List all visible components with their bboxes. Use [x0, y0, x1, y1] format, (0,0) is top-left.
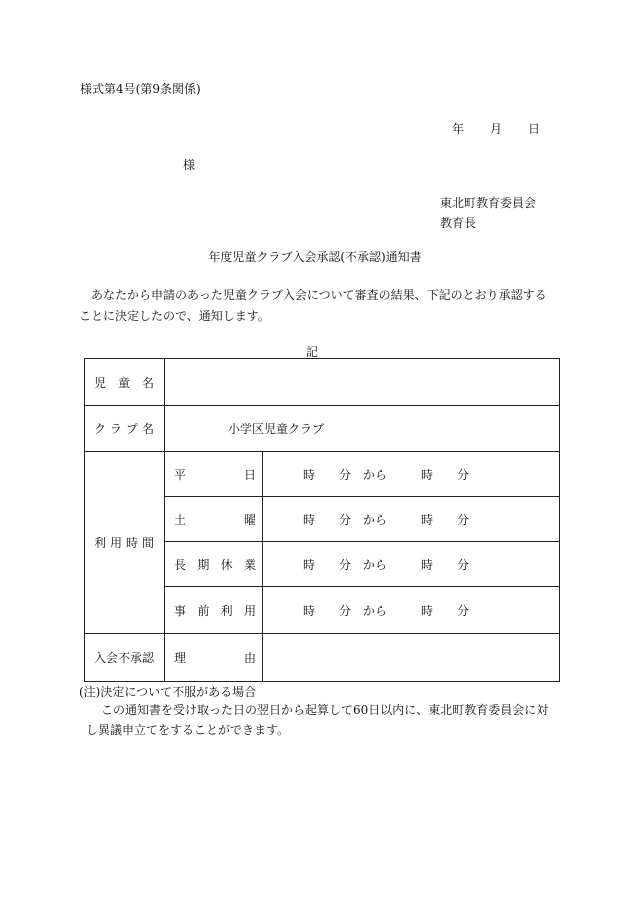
from-word: から — [363, 512, 388, 527]
body-text — [79, 285, 549, 327]
label-char: 児 — [94, 375, 107, 390]
minute-unit: 分 — [457, 603, 470, 618]
minute-unit: 分 — [457, 557, 470, 572]
minute-unit: 分 — [457, 467, 470, 482]
date-month: 月 — [490, 122, 503, 136]
club-name-field[interactable]: 小学区児童クラブ — [165, 406, 560, 452]
label-char: 曜 — [243, 512, 256, 527]
minute-unit: 分 — [339, 603, 352, 618]
label-char: 由 — [243, 651, 256, 665]
issuer-block — [440, 193, 536, 233]
rejection-label: 入会不承認 — [85, 634, 165, 682]
label-char: 名 — [141, 422, 154, 436]
body-paragraph: あなたから申請のあった児童クラブ入会について審査の結果、下記のとおり承認することに決定したので、通知します。 — [79, 288, 547, 323]
addressee-suffix: 様 — [183, 158, 196, 172]
label-char: ラ — [109, 422, 122, 436]
hour-unit: 時 — [303, 467, 316, 482]
issuer-org: 東北町教育委員会 — [440, 196, 537, 210]
time-range-weekday[interactable] — [263, 452, 560, 497]
date-day: 日 — [528, 122, 541, 136]
note-title: (注)決定について不服がある場合 — [79, 685, 257, 699]
row-club-name — [85, 406, 560, 452]
hour-unit: 時 — [421, 557, 434, 572]
child-name-label — [85, 359, 165, 406]
day-type-saturday — [165, 497, 263, 542]
hour-unit: 時 — [303, 603, 316, 618]
row-rejection — [85, 634, 560, 682]
reason-label — [165, 634, 263, 682]
label-char: 休 — [220, 557, 233, 572]
from-word: から — [363, 557, 388, 572]
ki-heading: 記 — [306, 345, 319, 359]
label-char: 業 — [243, 557, 256, 572]
from-word: から — [363, 603, 388, 618]
label-char: 用 — [243, 603, 256, 618]
label-char: 間 — [141, 536, 154, 550]
document-title: 年度児童クラブ入会承認(不承認)通知書 — [208, 250, 422, 264]
hour-unit: 時 — [421, 512, 434, 527]
day-type-advance — [165, 587, 263, 634]
label-char: 利 — [94, 536, 107, 550]
note-body: この通知書を受け取った日の翌日から起算して60日以内に、東北町教育委員会に対し異議申立てをすることができます。 — [86, 703, 549, 737]
minute-unit: 分 — [339, 512, 352, 527]
label-char: プ — [125, 422, 138, 436]
label-char: 利 — [220, 603, 233, 618]
minute-unit: 分 — [339, 557, 352, 572]
minute-unit: 分 — [339, 467, 352, 482]
label-char: 長 — [174, 557, 187, 572]
hour-unit: 時 — [303, 512, 316, 527]
label-char: 理 — [174, 651, 187, 665]
hour-unit: 時 — [303, 557, 316, 572]
club-name-label — [85, 406, 165, 452]
label-char: ク — [94, 422, 107, 436]
usage-time-label — [85, 452, 165, 634]
hour-unit: 時 — [421, 467, 434, 482]
time-range-advance[interactable] — [263, 587, 560, 634]
child-name-field[interactable] — [165, 359, 560, 406]
label-char: 童 — [117, 375, 130, 390]
label-char: 用 — [109, 536, 122, 550]
date-line — [452, 120, 540, 137]
day-type-weekday — [165, 452, 263, 497]
issuer-title: 教育長 — [440, 216, 477, 230]
hour-unit: 時 — [421, 603, 434, 618]
time-range-long-vacation[interactable] — [263, 542, 560, 587]
application-table — [84, 358, 560, 682]
label-char: 前 — [197, 603, 210, 618]
label-char: 土 — [174, 512, 187, 527]
time-range-saturday[interactable] — [263, 497, 560, 542]
minute-unit: 分 — [457, 512, 470, 527]
label-char: 時 — [125, 536, 138, 550]
label-char: 事 — [174, 603, 187, 618]
from-word: から — [363, 467, 388, 482]
label-char: 平 — [174, 467, 187, 482]
label-char: 名 — [141, 375, 154, 390]
label-char: 日 — [243, 467, 256, 482]
day-type-long-vacation — [165, 542, 263, 587]
rejection-reason-field[interactable] — [263, 634, 560, 682]
row-usage-weekday — [85, 452, 560, 497]
row-child-name — [85, 359, 560, 406]
form-number: 様式第4号(第9条関係) — [80, 82, 201, 96]
label-char: 期 — [197, 557, 210, 572]
date-year: 年 — [452, 122, 465, 136]
